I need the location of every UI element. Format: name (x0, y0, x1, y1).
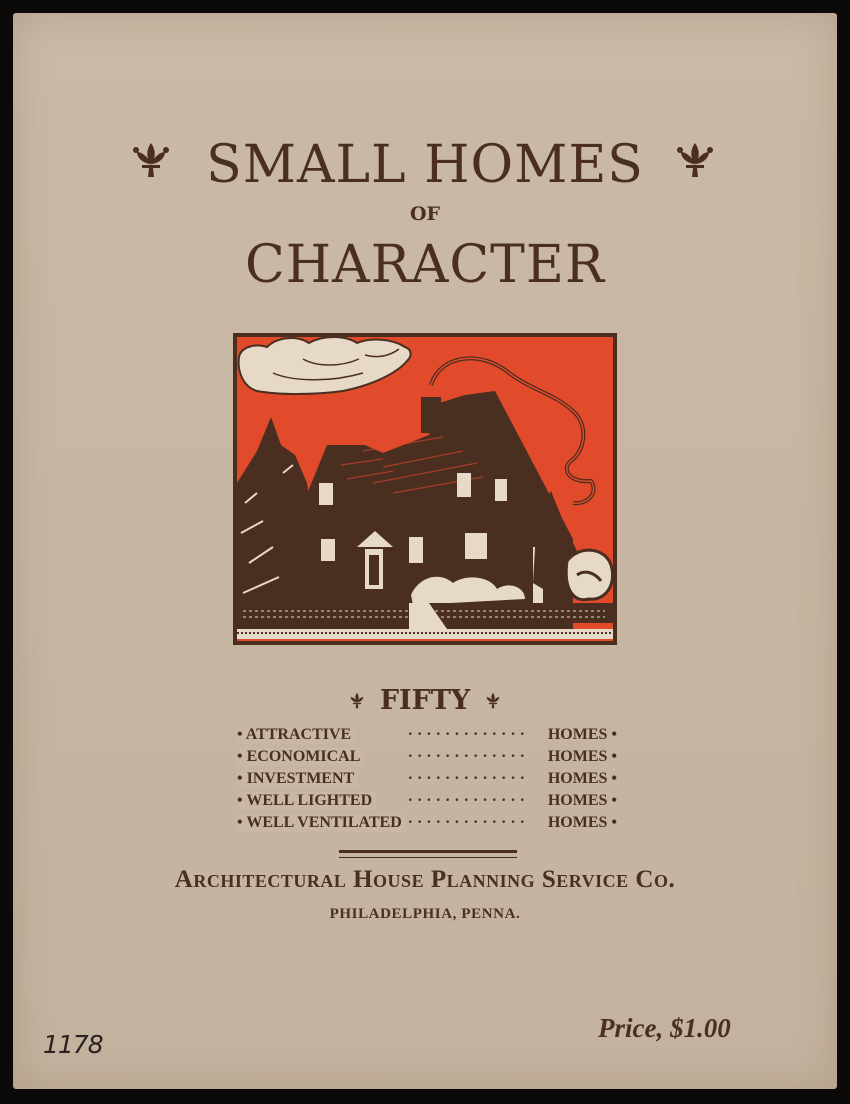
catalog-number: 1178 (43, 1030, 103, 1059)
dot-leader: ············· (407, 814, 529, 831)
book-cover (13, 13, 837, 1089)
fleur-de-lis-icon (348, 692, 366, 710)
feature-label: • INVESTMENT (237, 770, 358, 788)
feature-line (237, 748, 617, 770)
fleur-de-lis-icon (484, 692, 502, 710)
feature-label: • WELL VENTILATED (237, 814, 406, 832)
dot-leader: ············· (407, 792, 529, 809)
company-location: PHILADELPHIA, PENNA. (329, 906, 521, 922)
feature-label: • ATTRACTIVE (237, 726, 355, 744)
feature-line (237, 726, 617, 748)
title-character: CHARACTER (245, 235, 605, 295)
dot-leader: ············· (407, 726, 529, 743)
feature-suffix: HOMES • (547, 814, 617, 831)
feature-suffix: HOMES • (547, 726, 617, 743)
feature-label: • WELL LIGHTED (237, 792, 376, 810)
title-of: OF (409, 203, 441, 225)
feature-line (237, 770, 617, 792)
house-woodcut-illustration (233, 333, 617, 645)
feature-label: • ECONOMICAL (237, 748, 364, 766)
feature-suffix: HOMES • (547, 770, 617, 787)
dot-leader: ············· (407, 770, 529, 787)
feature-line (237, 792, 617, 814)
fifty-heading: FIFTY (379, 685, 471, 716)
fifty-heading-row (13, 685, 837, 716)
title-small-homes: SMALL HOMES (206, 135, 644, 195)
company-name: Architectural House Planning Service Co. (174, 866, 676, 893)
feature-suffix: HOMES • (547, 748, 617, 765)
feature-suffix: HOMES • (547, 792, 617, 809)
feature-line (237, 814, 617, 836)
divider-rule (339, 850, 517, 858)
price-label: Price, $1.00 (598, 1013, 731, 1043)
dot-leader: ············· (407, 748, 529, 765)
